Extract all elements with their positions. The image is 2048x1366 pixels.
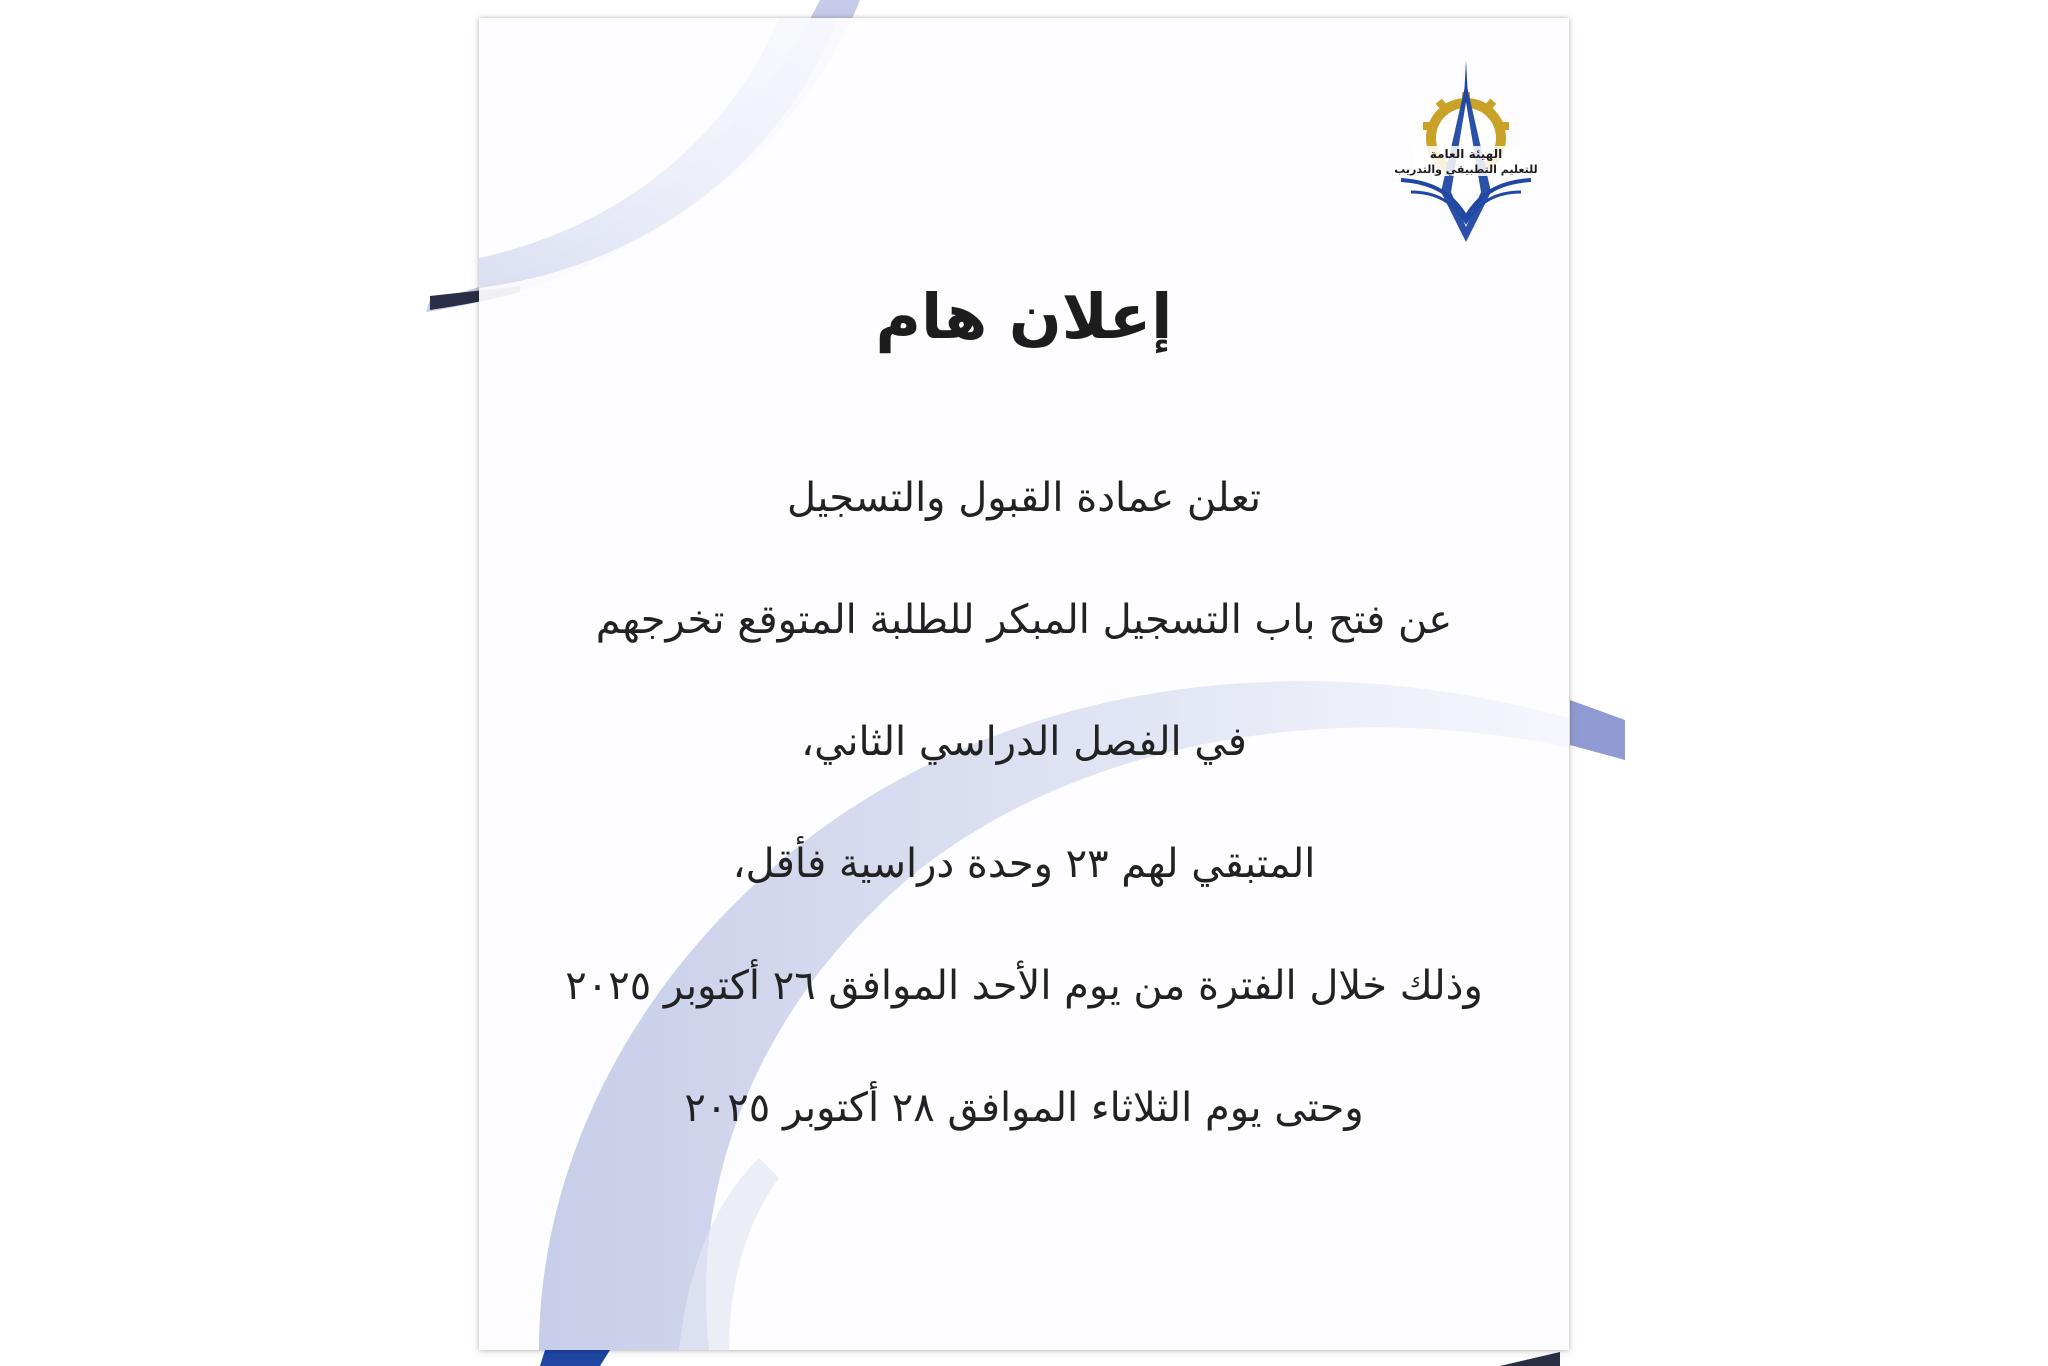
logo-text-line1: الهيئة العامة xyxy=(1429,147,1503,161)
announcement-body xyxy=(479,458,1569,1190)
announcement-line: تعلن عمادة القبول والتسجيل xyxy=(786,475,1262,521)
announcement-line: المتبقي لهم ٢٣ وحدة دراسية فأقل، xyxy=(732,841,1316,887)
announcement-line: عن فتح باب التسجيل المبكر للطلبة المتوقع تخرجهم xyxy=(595,597,1453,643)
announcement-sheet xyxy=(479,18,1569,1350)
announcement-line: في الفصل الدراسي الثاني، xyxy=(801,719,1247,765)
paaet-emblem-icon xyxy=(1391,42,1541,242)
announcement-line: وذلك خلال الفترة من يوم الأحد الموافق ٢٦ أكتوبر ٢٠٢٥ xyxy=(565,963,1483,1009)
announcement-title: إعلان هام xyxy=(875,280,1173,353)
logo-text-line2: للتعليم التطبيقي والتدريب xyxy=(1394,163,1538,176)
announcement-line: وحتى يوم الثلاثاء الموافق ٢٨ أكتوبر ٢٠٢٥ xyxy=(684,1085,1364,1131)
